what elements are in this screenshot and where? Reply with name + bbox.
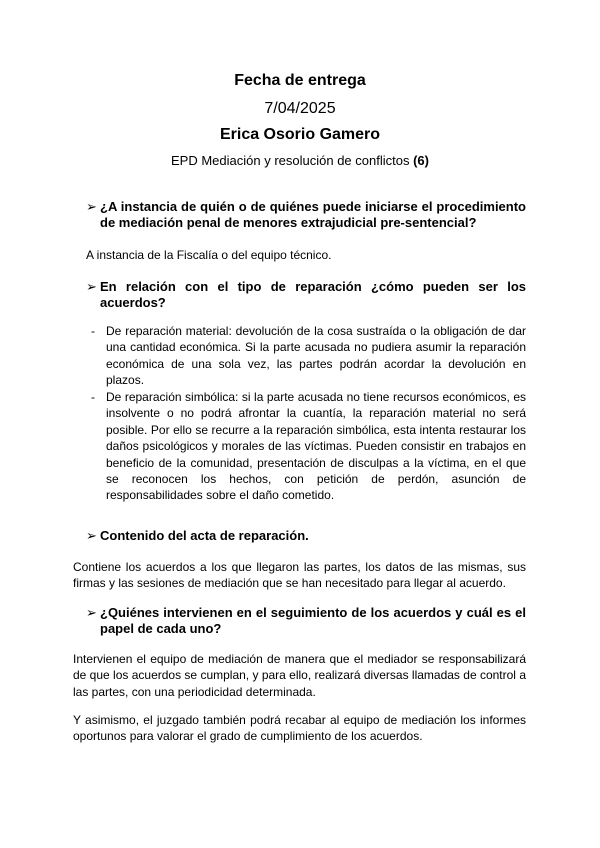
question-3	[86, 528, 526, 544]
author-name: Erica Osorio Gamero	[219, 126, 381, 143]
question-4-text: ¿Quiénes intervienen en el seguimiento de los acuerdos y cuál es el papel de cada uno?	[100, 605, 526, 636]
answer-1: A instancia de la Fiscalía o del equipo técnico.	[86, 248, 332, 262]
subject-number: (6)	[413, 153, 429, 168]
answer-3: Contiene los acuerdos a los que llegaron las partes, los datos de las mismas, sus firmas y las sesiones de mediación que se han necesitado para llegar al acuerdo.	[73, 560, 526, 591]
arrow-bullet-icon: ➢	[86, 199, 97, 214]
list-dash-1: -	[91, 324, 95, 338]
question-2	[86, 279, 526, 311]
question-4	[86, 605, 526, 637]
question-1	[86, 199, 526, 231]
header-title: Fecha de entrega	[234, 72, 366, 89]
answer-4a: Intervienen el equipo de mediación de manera que el mediador se responsabilizará de que los acuerdos se cumplan, y para ello, realizará diversas llamadas de control a las partes, con una periodicidad determinada.	[73, 652, 526, 699]
subject-text: EPD Mediación y resolución de conflictos	[171, 153, 410, 168]
question-3-text: Contenido del acta de reparación.	[100, 528, 309, 543]
list-item: De reparación material: devolución de la cosa sustraída o la obligación de dar una cantidad económica. Si la parte acusada no pudiera asumir la reparación económica de una sola vez, las partes podrán acordar la devolución en plazos.	[106, 324, 526, 388]
question-2-text: En relación con el tipo de reparación ¿cómo pueden ser los acuerdos?	[100, 279, 526, 310]
answer-4b: Y asimismo, el juzgado también podrá recabar al equipo de mediación los informes oportunos para valorar el grado de cumplimiento de los acuerdos.	[73, 713, 526, 744]
subject-line	[0, 153, 600, 168]
list-item: De reparación simbólica: si la parte acusada no tiene recursos económicos, es insolvente o no podrá afrontar la cuantía, la reparación material no será posible. Por ello se recurre a la reparación simbólica, esta intenta restaurar los daños psicológicos y morales de las víctimas. Pueden consistir en trabajos en beneficio de la comunidad, presentación de disculpas a la víctima, en el que se reconocen los hechos, con petición de perdón, asunción de responsabilidades sobre el daño cometido.	[106, 390, 526, 503]
delivery-date: 7/04/2025	[264, 100, 336, 117]
question-1-text: ¿A instancia de quién o de quiénes puede iniciarse el procedimiento de mediación penal de menores extrajudicial pre-sentencial?	[100, 199, 526, 230]
arrow-bullet-icon: ➢	[86, 528, 97, 543]
arrow-bullet-icon: ➢	[86, 605, 97, 620]
list-dash-2: -	[91, 390, 95, 404]
arrow-bullet-icon: ➢	[86, 279, 97, 294]
